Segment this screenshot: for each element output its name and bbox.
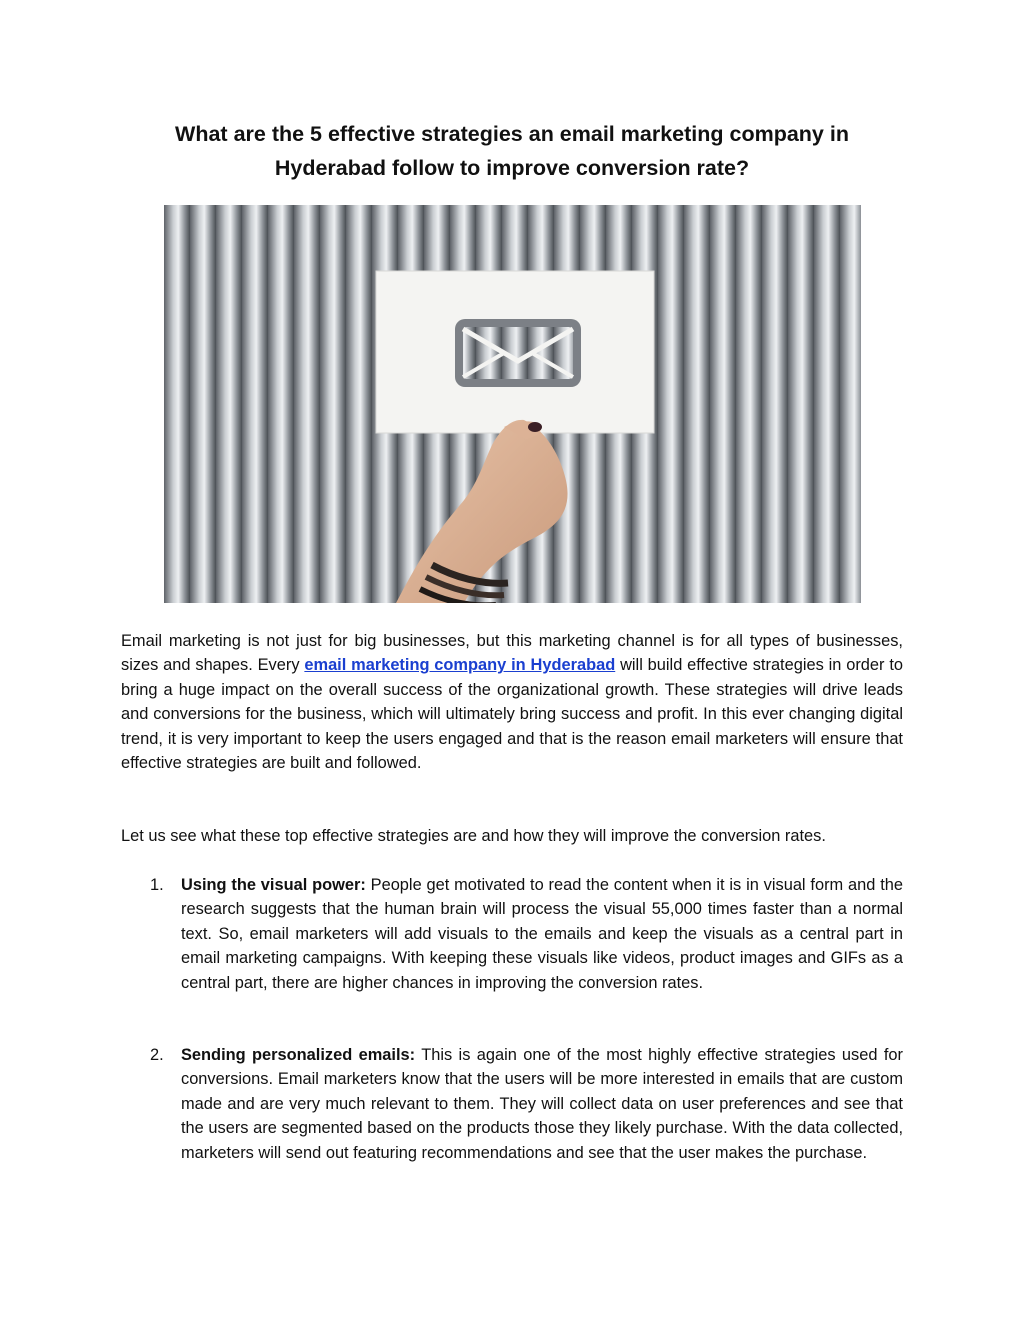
strategy-list-2 — [121, 1043, 903, 1165]
list-item — [121, 1043, 903, 1165]
list-item-heading: Sending personalized emails: — [181, 1046, 416, 1064]
intro-text-before-link: Email marketing is not just for big businesses, but this marketing channel is for all types of businesses, sizes and shapes. Every — [121, 632, 903, 675]
strategy-list-1 — [121, 873, 903, 995]
list-item-heading: Using the visual power: — [181, 876, 366, 894]
list-item — [121, 873, 903, 995]
title-line-1: What are the 5 effective strategies an email marketing company in — [175, 122, 849, 146]
hero-image — [164, 205, 861, 603]
intro-paragraph — [121, 629, 903, 775]
envelope-photo-illustration — [164, 205, 861, 603]
list-item-number: 1. — [150, 876, 164, 894]
list-item-number: 2. — [150, 1046, 164, 1064]
intro-text-after-link: will build effective strategies in order to bring a huge impact on the overall success of the organizational growth. These strategies will drive leads and conversions for the business, which will ultimately bring success and profit. In this ever changing digital trend, it is very important to keep the users engaged and that is the reason email marketers will ensure that effective strategies are built and followed. — [121, 656, 904, 773]
email-marketing-company-link[interactable]: email marketing company in Hyderabad — [304, 656, 616, 675]
list-item-text: People get motivated to read the content when it is in visual form and the research suggests that the human brain will process the visual 55,000 times faster than a normal text. So, email marketers will add visuals to the emails and keep the visuals as a central part in email marketing campaigns. With keeping these visuals like videos, product images and GIFs as a central part, there are higher chances in improving the conversion rates. — [181, 876, 903, 992]
document-title — [100, 117, 924, 185]
lead-in-paragraph: Let us see what these top effective strategies are and how they will improve the conversion rates. — [121, 827, 826, 845]
list-item-text: This is again one of the most highly effective strategies used for conversions. Email marketers know that the users will be more interested in emails that are custom made and are very much relevant to them. They will collect data on user preferences and see that the users are segmented based on the products those they likely purchase. With the data collected, marketers will send out featuring recommendations and see that the user makes the purchase. — [181, 1046, 903, 1162]
title-line-2: Hyderabad follow to improve conversion rate? — [274, 156, 750, 180]
